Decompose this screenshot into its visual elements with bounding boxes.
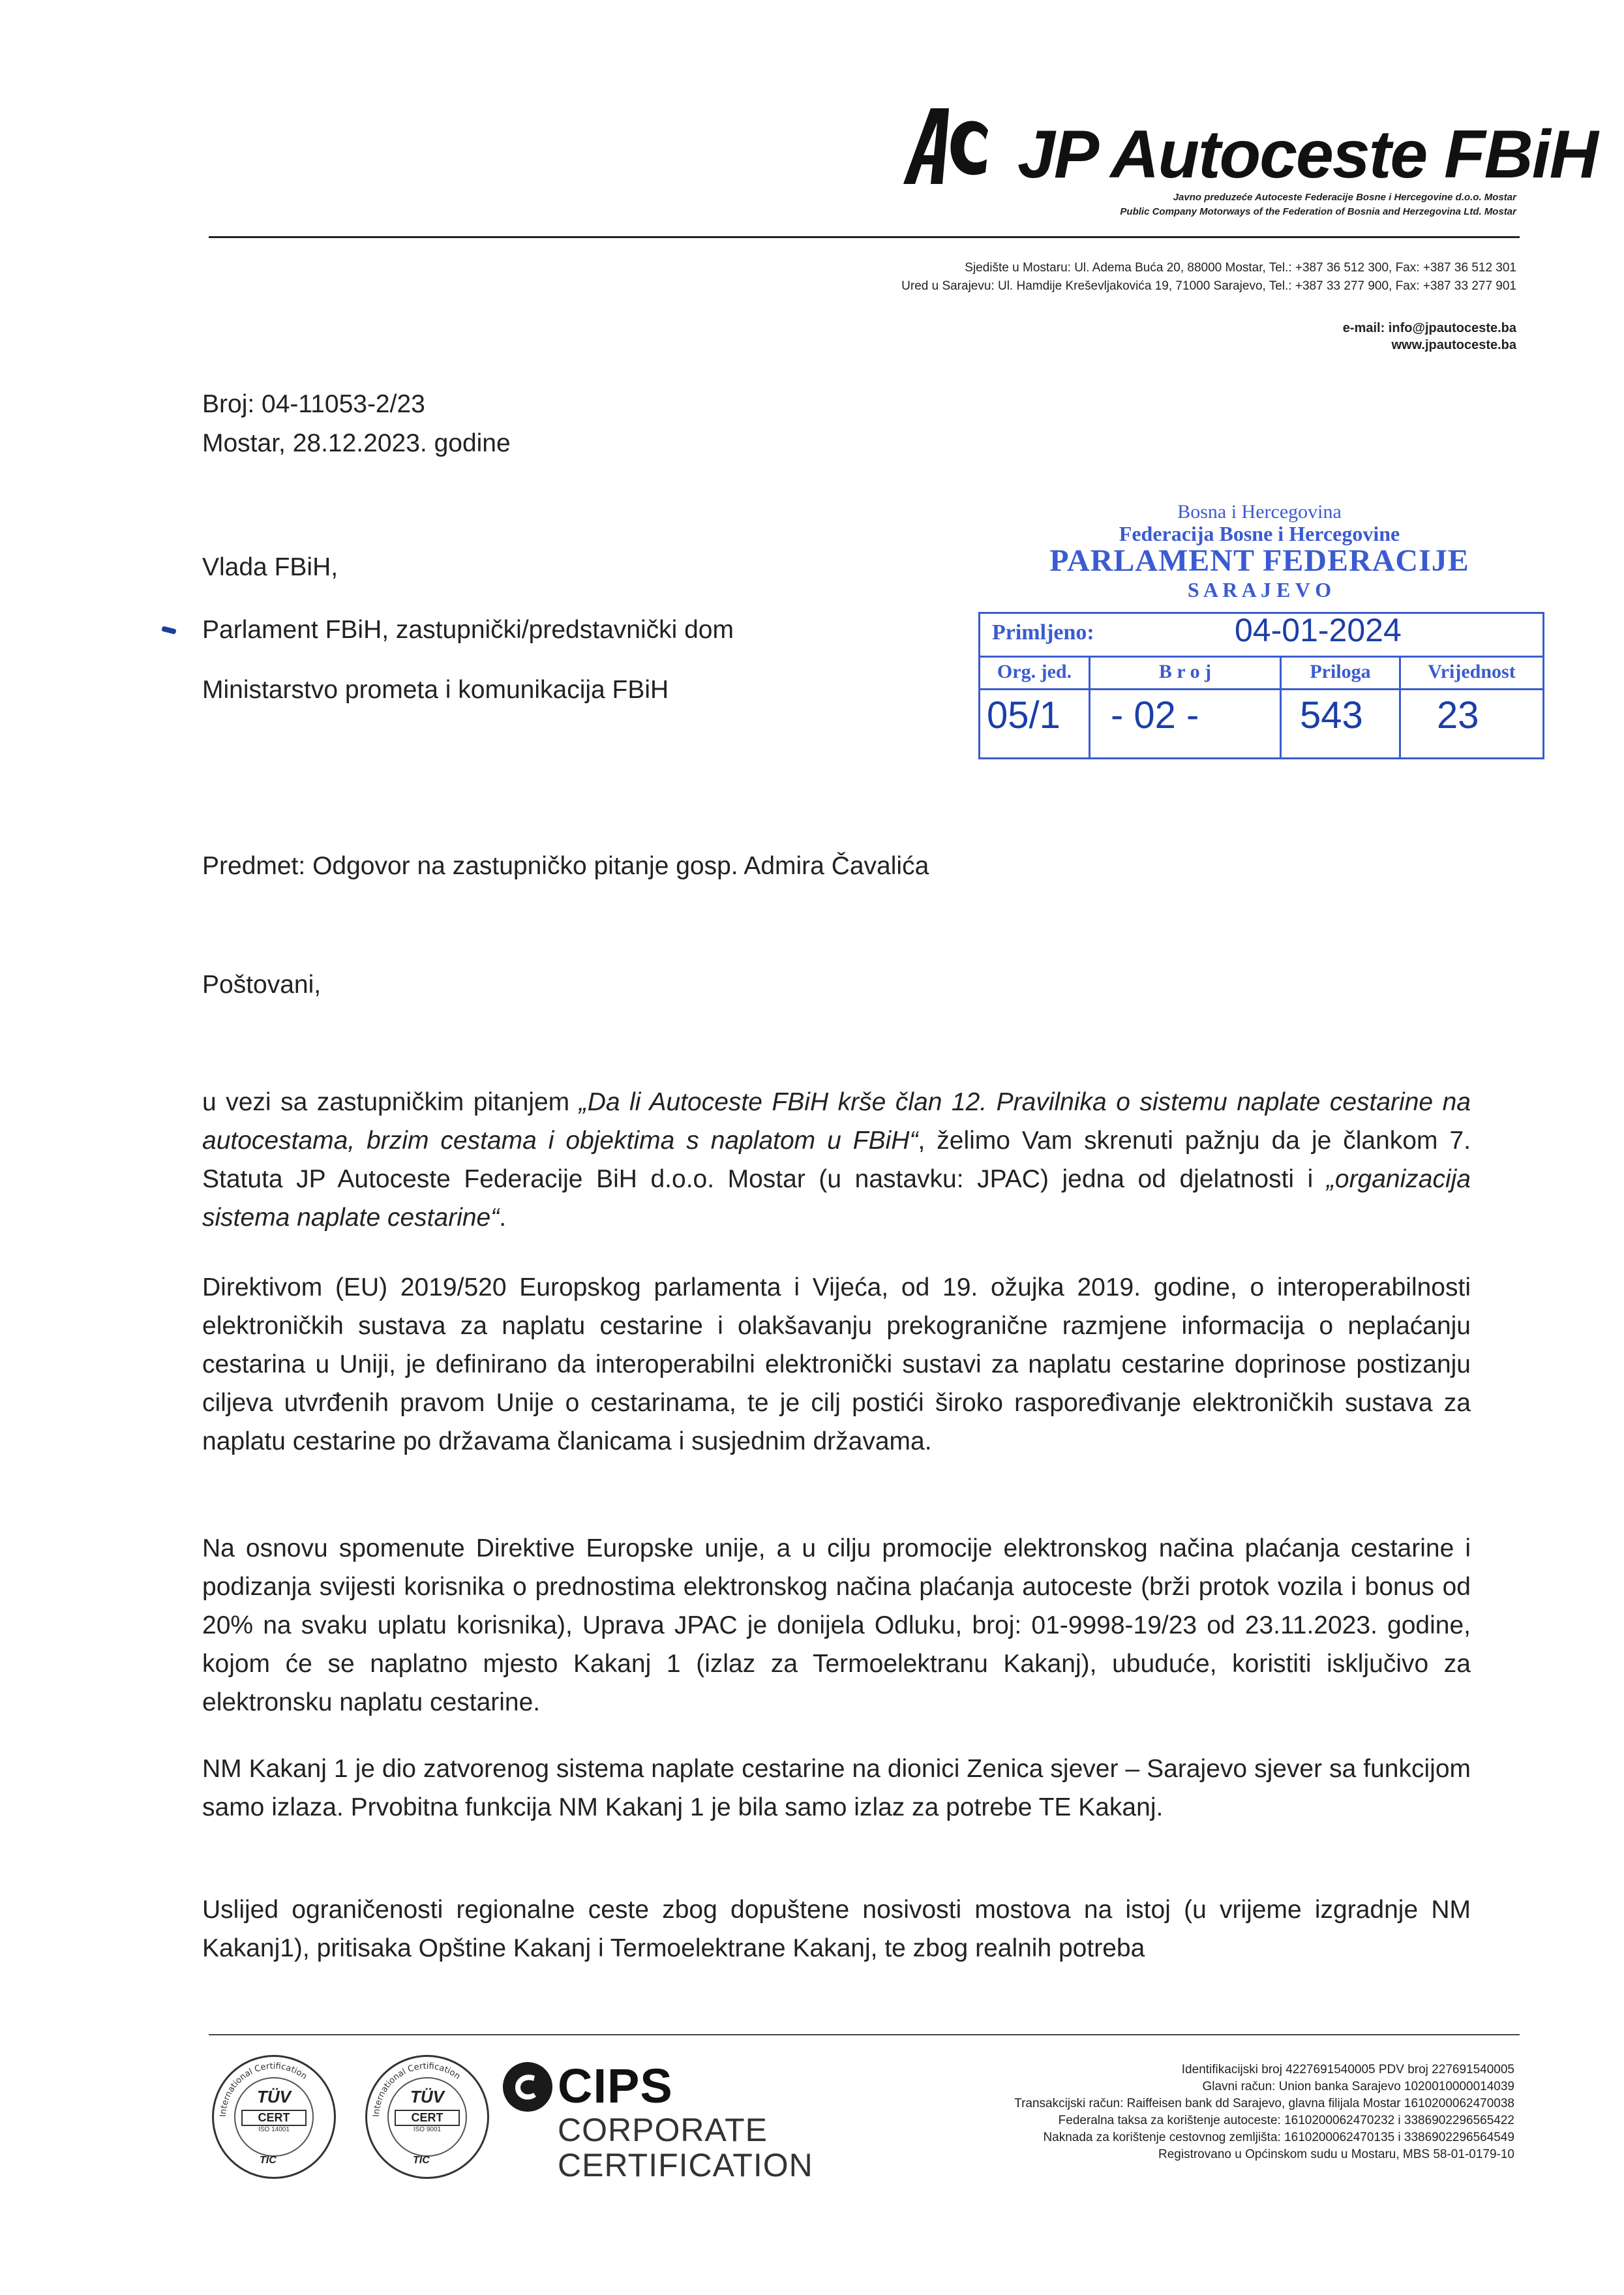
- footer-id-number: Identifikacijski broj 4227691540005 PDV broj 227691540005: [1181, 2063, 1514, 2076]
- paragraph-1: u vezi sa zastupničkim pitanjem „Da li Autoceste FBiH krše član 12. Pravilnika o sistemu naplate cestarine na autocestama, brzim cestama i objektima s naplatom u FBiH“, želimo Vam skrenuti pažnju da je člankom 7. Statuta JP Autoceste Federacije BiH d.o.o. Mostar (u nastavku: JPAC) jedna od djelatnosti i „organizacija sistema naplate cestarine“.: [202, 1088, 1471, 1232]
- stamp-value-org: 05/1: [987, 694, 1060, 737]
- stamp-col-org: Org. jed.: [980, 656, 1090, 688]
- footer-main-account: Glavni račun: Union banka Sarajevo 1020010000014039: [1202, 2080, 1514, 2093]
- paragraph-3: Na osnovu spomenute Direktive Europske unije, a u cilju promocije elektronskog načina plaćanja cestarine i podizanja svijesti korisnika o prednostima elektronskog načina plaćanja autoceste (brži protok vozila i bonus od 20% na svaku uplatu korisnika), Uprava JPAC je donijela Odluku, broj: 01-9998-19/23 od 23.11.2023. godine, kojom će se naplatno mjesto Kakanj 1 (izlaz za Termoelektranu Kakanj), ubuduće, koristiti isključivo za elektronsku naplatu cestarine.: [202, 1534, 1471, 1716]
- company-name: JP Autoceste FBiH: [1017, 117, 1597, 192]
- received-stamp-table: [978, 612, 1544, 759]
- stamp-city: S A R A J E V O: [1187, 578, 1332, 601]
- stamp-col-vrijednost: Vrijednost: [1428, 661, 1516, 682]
- stamp-parliament: PARLAMENT FEDERACIJE: [1049, 543, 1469, 578]
- website-address: www.jpautoceste.ba: [1391, 338, 1516, 352]
- stamp-received-label: Primljeno:: [992, 620, 1094, 645]
- address-mostar: Sjedište u Mostaru: Ul. Adema Buća 20, 88000 Mostar, Tel.: +387 36 512 300, Fax: +387 36 512 301: [965, 261, 1516, 275]
- tuv-iso14001-seal: International Certification TÜV CERT ISO 14001 TIC: [212, 2055, 336, 2179]
- footer-transaction-account: Transakcijski račun: Raiffeisen bank dd Sarajevo, glavna filijala Mostar 1610200062470038: [1014, 2097, 1514, 2110]
- handwritten-mark: [161, 626, 176, 634]
- header-divider: [209, 236, 1520, 238]
- stamp-federation: Federacija Bosne i Hercegovine: [1119, 522, 1400, 545]
- tuv-iso9001-seal: International Certification TÜV CERT ISO 9001 TIC: [365, 2055, 489, 2179]
- stamp-col-broj: B r o j: [1090, 656, 1282, 688]
- stamp-country: Bosna i Hercegovina: [1177, 501, 1342, 523]
- cips-logo-icon: [501, 2060, 554, 2114]
- cips-corporate: CORPORATE: [558, 2112, 768, 2148]
- stamp-value-vrijednost: 23: [1437, 694, 1479, 737]
- cips-certification: CERTIFICATION: [558, 2147, 813, 2183]
- stamp-value-priloga: 543: [1300, 694, 1363, 737]
- email-address: e-mail: info@jpautoceste.ba: [1342, 321, 1516, 335]
- stamp-divider: [1399, 688, 1401, 757]
- company-subline-english: Public Company Motorways of the Federation of Bosnia and Herzegovina Ltd. Mostar: [1120, 206, 1516, 217]
- stamp-received-row: [980, 614, 1542, 658]
- footer-registration: Registrovano u Općinskom sudu u Mostaru, MBS 58-01-0179-10: [1158, 2148, 1514, 2161]
- salutation: Poštovani,: [202, 971, 322, 999]
- stamp-divider: [1089, 688, 1090, 757]
- reference-place-date: Mostar, 28.12.2023. godine: [202, 429, 511, 457]
- recipient-ministry: Ministarstvo prometa i komunikacija FBiH: [202, 676, 669, 704]
- paragraph-5: Uslijed ograničenosti regionalne ceste zbog dopuštene nosivosti mostova na istoj (u vrijeme izgradnje NM Kakanj1), pritisaka Opštine Kakanj i Termoelektrane Kakanj, te zbog realnih potreba: [202, 1896, 1471, 1962]
- paragraph-4: NM Kakanj 1 je dio zatvorenog sistema naplate cestarine na dionici Zenica sjever – Sarajevo sjever sa funkcijom samo izlaza. Prvobitna funkcija NM Kakanj 1 je bila samo izlaz za potrebe TE Kakanj.: [202, 1755, 1471, 1821]
- footer-divider: [209, 2034, 1520, 2035]
- cips-title: CIPS: [558, 2059, 673, 2113]
- seal-center: TÜV CERT ISO 14001: [241, 2087, 307, 2150]
- company-subline-local: Javno preduzeće Autoceste Federacije Bosne i Hercegovine d.o.o. Mostar: [1173, 192, 1516, 203]
- recipient-government: Vlada FBiH,: [202, 553, 338, 581]
- svg-text:International Certification: International Certification: [218, 2061, 309, 2118]
- reference-number: Broj: 04-11053-2/23: [202, 390, 425, 418]
- seal-center: TÜV CERT ISO 9001: [395, 2087, 460, 2150]
- footer-federal-tax: Federalna taksa za korištenje autoceste: 1610200062470232 i 3386902296565422: [1058, 2114, 1514, 2127]
- stamp-col-priloga: Priloga: [1282, 656, 1401, 688]
- stamp-value-broj: - 02 -: [1111, 694, 1199, 737]
- stamp-header-row: [980, 656, 1542, 690]
- stamp-received-date: 04-01-2024: [1235, 612, 1402, 648]
- recipient-parliament: Parlament FBiH, zastupnički/predstavnički dom: [202, 616, 734, 644]
- footer-land-fee: Naknada za korištenje cestovnog zemljišta: 1610200062470135 i 3386902296564549: [1043, 2131, 1514, 2144]
- stamp-divider: [1280, 688, 1282, 757]
- address-sarajevo: Ured u Sarajevu: Ul. Hamdije Kreševljakovića 19, 71000 Sarajevo, Tel.: +387 33 277 900, Fax: +387 33 277 901: [901, 279, 1516, 293]
- company-logo: [897, 104, 995, 189]
- paragraph-2: Direktivom (EU) 2019/520 Europskog parlamenta i Vijeća, od 19. ožujka 2019. godine, o interoperabilnosti elektroničkih sustava za naplatu cestarine i olakšavanju prekogranične razmjene informacija o neplaćanju cestarina u Uniji, je definirano da interoperabilni elektronički sustavi za naplatu cestarine doprinose postizanju ciljeva utvrđenih pravom Unije o cestarinama, te je cilj postići široko raspoređivanje elektroničkih sustava za naplatu cestarine po državama članicama i susjednim državama.: [202, 1273, 1471, 1455]
- svg-text:International Certification: International Certification: [371, 2061, 462, 2118]
- subject-line: Predmet: Odgovor na zastupničko pitanje gosp. Admira Čavalića: [202, 852, 929, 880]
